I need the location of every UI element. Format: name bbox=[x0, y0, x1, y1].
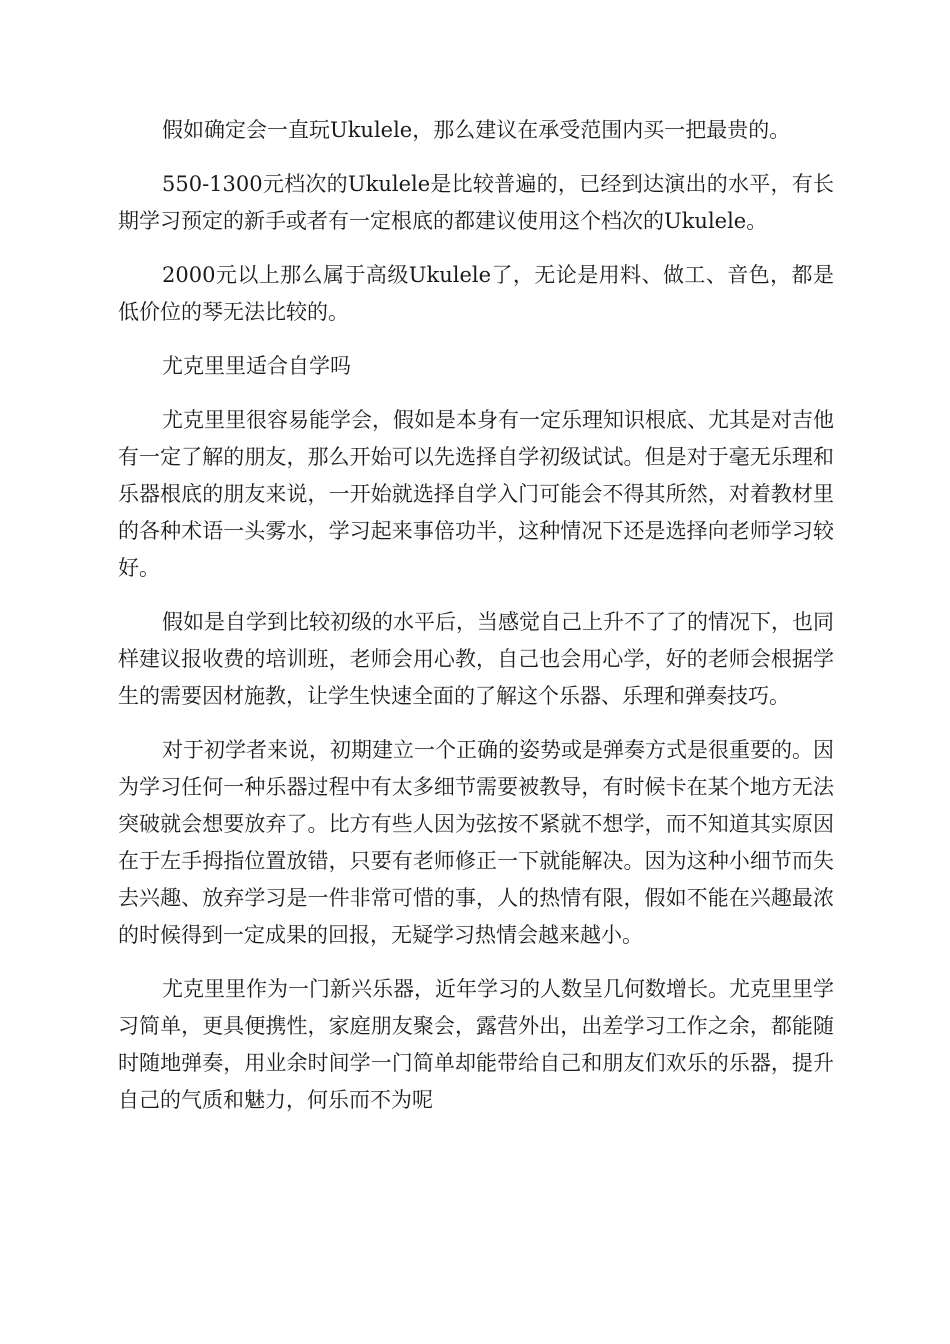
document-page bbox=[118, 112, 834, 1136]
paragraph-self-study-advice: 尤克里里很容易能学会，假如是本身有一定乐理知识根底、尤其是对吉他有一定了解的朋友，那么开始可以先选择自学初级试试。但是对于毫无乐理和乐器根底的朋友来说，一开始就选择自学入门可能会不得其所然，对着教材里的各种术语一头雾水，学习起来事倍功半，这种情况下还是选择向老师学习较好。 bbox=[118, 408, 834, 580]
section-heading-self-study: 尤克里里适合自学吗 bbox=[162, 354, 351, 378]
paragraph-buy-most-expensive: 假如确定会一直玩Ukulele，那么建议在承受范围内买一把最贵的。 bbox=[162, 118, 791, 142]
paragraph-high-end-range: 2000元以上那么属于高级Ukulele了，无论是用料、做工、音色，都是低价位的琴无法比较的。 bbox=[118, 263, 834, 324]
paragraph-ukulele-popularity: 尤克里里作为一门新兴乐器，近年学习的人数呈几何数增长。尤克里里学习简单，更具便携性，家庭朋友聚会，露营外出，出差学习工作之余，都能随时随地弹奏，用业余时间学一门简单却能带给自己和朋友们欢乐的乐器，提升自己的气质和魅力，何乐而不为呢 bbox=[118, 977, 834, 1112]
paragraph-mid-price-range: 550-1300元档次的Ukulele是比较普遍的，已经到达演出的水平，有长期学习预定的新手或者有一定根底的都建议使用这个档次的Ukulele。 bbox=[118, 172, 834, 233]
paragraph-beginner-posture: 对于初学者来说，初期建立一个正确的姿势或是弹奏方式是很重要的。因为学习任何一种乐器过程中有太多细节需要被教导，有时候卡在某个地方无法突破就会想要放弃了。比方有些人因为弦按不紧就不想学，而不知道其实原因在于左手拇指位置放错，只要有老师修正一下就能解决。因为这种小细节而失去兴趣、放弃学习是一件非常可惜的事，人的热情有限，假如不能在兴趣最浓的时候得到一定成果的回报，无疑学习热情会越来越小。 bbox=[118, 738, 834, 947]
paragraph-training-class: 假如是自学到比较初级的水平后，当感觉自己上升不了了的情况下，也同样建议报收费的培训班，老师会用心教，自己也会用心学，好的老师会根据学生的需要因材施教，让学生快速全面的了解这个乐器、乐理和弹奏技巧。 bbox=[118, 610, 834, 708]
